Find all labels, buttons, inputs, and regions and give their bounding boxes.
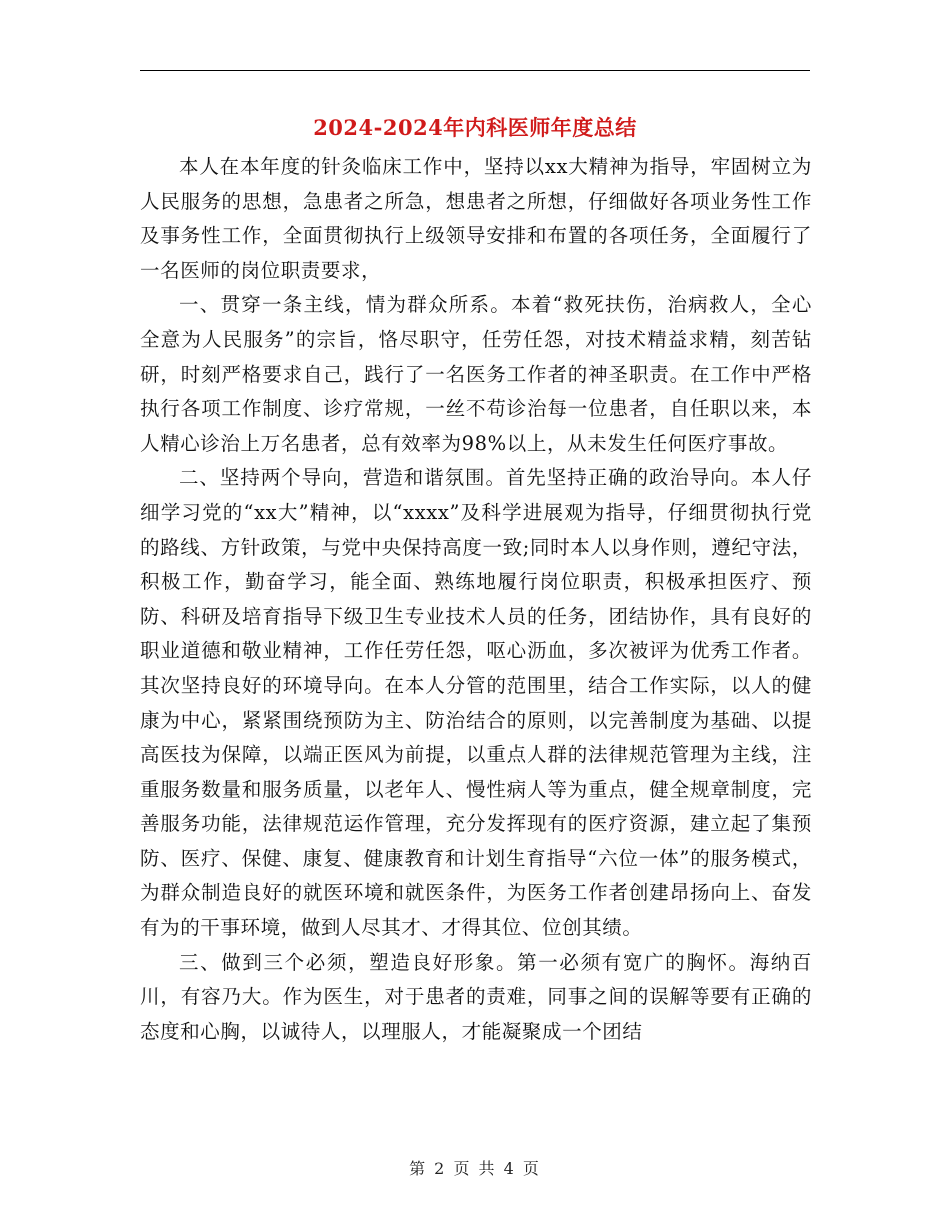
paragraph-section-one: 一、贯穿一条主线，情为群众所系。本着“救死扶伤，治病救人，全心全意为人民服务”的宗旨，恪尽职守，任劳任怨，对技术精益求精，刻苦钻研，时刻严格要求自己，践行了一名医务工作者的神圣职责。在工作中严格执行各项工作制度、诊疗常规，一丝不苟诊治每一位患者，自任职以来，本人精心诊治上万名患者，总有效率为98%以上，从未发生任何医疗事故。 xyxy=(140,293,812,455)
page-footer: 第 2 页 共 4 页 xyxy=(409,1159,541,1178)
paragraph-section-three: 三、做到三个必须，塑造良好形象。第一必须有宽广的胸怀。海纳百川，有容乃大。作为医生，对于患者的责难，同事之间的误解等要有正确的态度和心胸，以诚待人，以理服人，才能凝聚成一个团结 xyxy=(140,950,812,1043)
header-rule xyxy=(140,70,810,71)
paragraph-intro: 本人在本年度的针灸临床工作中，坚持以xx大精神为指导，牢固树立为人民服务的思想，急患者之所急，想患者之所想，仔细做好各项业务性工作及事务性工作，全面贯彻执行上级领导安排和布置的各项任务，全面履行了一名医师的岗位职责要求， xyxy=(140,155,812,282)
document-title: 2024-2024年内科医师年度总结 xyxy=(313,115,637,140)
document-body xyxy=(140,150,812,1049)
paragraph-section-two: 二、坚持两个导向，营造和谐氛围。首先坚持正确的政治导向。本人仔细学习党的“xx大”精神，以“xxxx”及科学进展观为指导，仔细贯彻执行党的路线、方针政策，与党中央保持高度一致;同时本人以身作则，遵纪守法，积极工作，勤奋学习，能全面、熟练地履行岗位职责，积极承担医疗、预防、科研及培育指导下级卫生专业技术人员的任务，团结协作，具有良好的职业道德和敬业精神，工作任劳任怨，呕心沥血，多次被评为优秀工作者。其次坚持良好的环境导向。在本人分管的范围里，结合工作实际，以人的健康为中心，紧紧围绕预防为主、防治结合的原则，以完善制度为基础、以提高医技为保障，以端正医风为前提，以重点人群的法律规范管理为主线，注重服务数量和服务质量，以老年人、慢性病人等为重点，健全规章制度，完善服务功能，法律规范运作管理，充分发挥现有的医疗资源，建立起了集预防、医疗、保健、康复、健康教育和计划生育指导“六位一体”的服务模式，为群众制造良好的就医环境和就医条件，为医务工作者创建昂扬向上、奋发有为的干事环境，做到人尽其才、才得其位、位创其绩。 xyxy=(140,466,812,940)
